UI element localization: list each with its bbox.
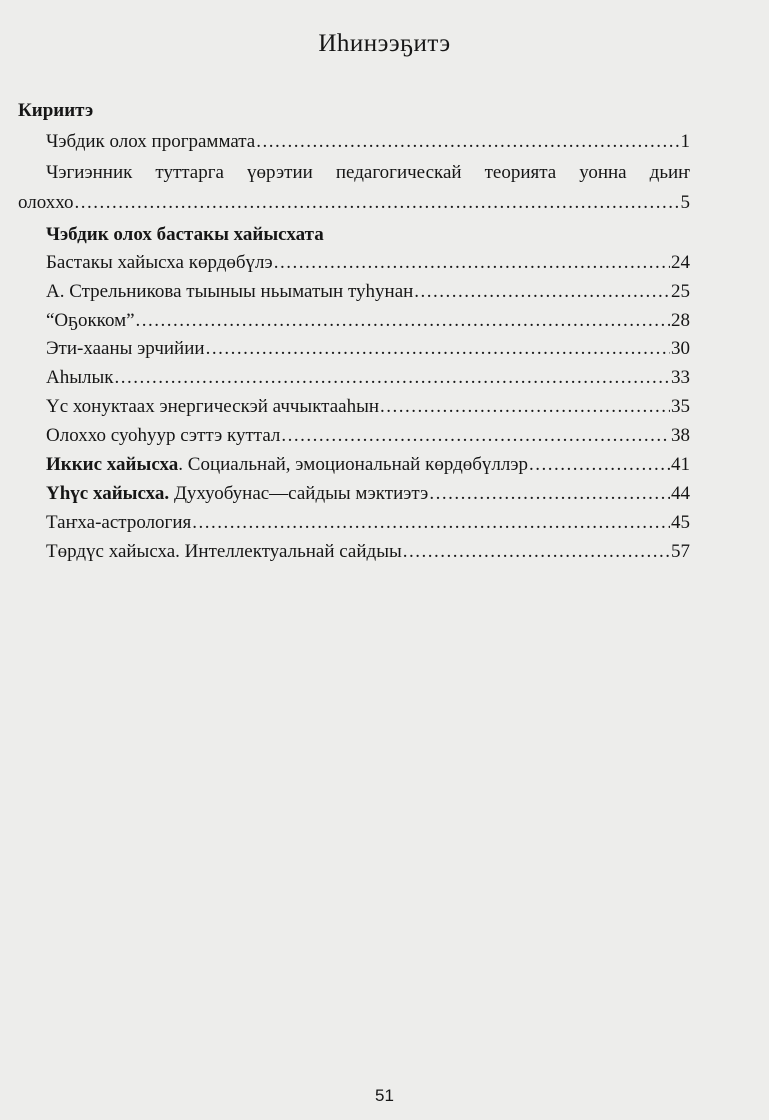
toc-leader bbox=[256, 129, 679, 155]
toc-entry bbox=[46, 250, 690, 276]
toc-entry-label: Бастакы хайысха көрдөбүлэ bbox=[46, 252, 273, 273]
toc-leader bbox=[192, 510, 670, 536]
toc-section-heading: Кириитэ bbox=[18, 100, 94, 121]
toc-entry-page: 44 bbox=[671, 483, 690, 504]
toc-entry-page: 35 bbox=[671, 396, 690, 417]
toc-entry-page: 33 bbox=[671, 367, 690, 388]
toc-entry-label: Таҥха-астрология bbox=[46, 512, 192, 533]
toc-entry-label: Олоххо суоhуур сэттэ куттал bbox=[46, 425, 281, 446]
toc-entry-label: Иккис хайысха. Социальнай, эмоциональнай көрдөбүллэр bbox=[46, 454, 529, 475]
toc-entry-page: 1 bbox=[680, 131, 690, 152]
toc-leader bbox=[529, 452, 670, 478]
toc-leader bbox=[429, 481, 670, 507]
toc-leader bbox=[274, 250, 670, 276]
toc-entry-page: 30 bbox=[671, 338, 690, 359]
toc-entry bbox=[46, 365, 690, 391]
toc-entry-page: 24 bbox=[671, 252, 690, 273]
toc-entry bbox=[46, 129, 690, 155]
toc-entry-label: Үhүс хайысха. Духуобунас—сайдыы мэктиэтэ bbox=[46, 483, 429, 504]
toc-leader bbox=[206, 336, 670, 362]
toc-entry-label: “Оҕокком” bbox=[46, 310, 135, 331]
toc-entry-label: Чэбдик олох программата bbox=[46, 131, 256, 152]
toc-entry bbox=[18, 190, 690, 216]
toc-entry bbox=[46, 452, 690, 478]
toc-entry-page: 45 bbox=[671, 512, 690, 533]
page-number: 51 bbox=[375, 1086, 394, 1105]
toc-leader bbox=[75, 190, 680, 216]
page-title: Иhинээҕитэ bbox=[318, 30, 451, 57]
toc-entry-label-line1: Чэгиэнник туттарга үөрэтии педагогическай теорията уонна дьиҥ bbox=[46, 162, 690, 183]
toc-entry bbox=[46, 336, 690, 362]
toc-entry bbox=[46, 510, 690, 536]
toc-entry-page: 28 bbox=[671, 310, 690, 331]
toc-entry-label: Аhылык bbox=[46, 367, 114, 388]
toc-entry bbox=[46, 481, 690, 507]
toc-entry-page: 5 bbox=[680, 192, 690, 213]
toc-entry bbox=[46, 423, 690, 449]
toc-entry bbox=[46, 308, 690, 334]
toc-entry bbox=[46, 394, 690, 420]
toc-leader bbox=[380, 394, 670, 420]
toc-entry-label: Төрдүс хайысха. Интеллектуальнай сайдыы bbox=[46, 541, 402, 562]
toc-entry-page: 41 bbox=[671, 454, 690, 475]
toc-leader bbox=[281, 423, 670, 449]
toc-leader bbox=[136, 308, 670, 334]
toc-entry-label: А. Стрельникова тыыныы ньыматын туhунан bbox=[46, 281, 414, 302]
toc-entry-page: 25 bbox=[671, 281, 690, 302]
toc-leader bbox=[414, 279, 670, 305]
toc-entry bbox=[46, 539, 690, 565]
toc-section-heading: Чэбдик олох бастакы хайысхата bbox=[46, 224, 324, 245]
toc-entry-label: Эти-хааны эрчийии bbox=[46, 338, 205, 359]
toc-entry-page: 38 bbox=[671, 425, 690, 446]
toc-leader bbox=[403, 539, 670, 565]
toc-entry-label: Үс хонуктаах энергическэй аччыктааhын bbox=[46, 396, 380, 417]
toc-leader bbox=[114, 365, 670, 391]
toc-entry-label-line2: олоххо bbox=[18, 192, 74, 213]
toc-entry-page: 57 bbox=[671, 541, 690, 562]
toc-entry bbox=[46, 279, 690, 305]
